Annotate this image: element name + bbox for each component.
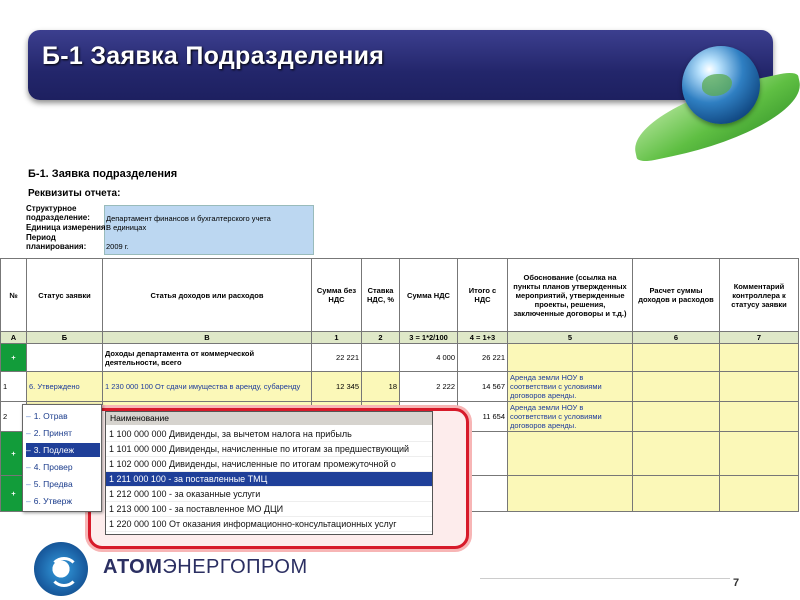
globe-icon <box>682 46 760 124</box>
req-value-unit[interactable]: Департамент финансов и бухгалтерского учета <box>106 214 271 223</box>
comment-cell[interactable] <box>720 402 799 432</box>
index-cell: 7 <box>720 332 799 344</box>
index-row <box>1 332 799 344</box>
status-cell[interactable] <box>27 344 103 372</box>
comment-cell[interactable] <box>720 344 799 372</box>
status-option[interactable] <box>26 494 100 508</box>
index-cell: 4 = 1+3 <box>458 332 508 344</box>
article-option[interactable]: 1 102 000 000 Дивиденды, начисленные по итогам промежуточной о <box>106 457 432 472</box>
reason-cell[interactable] <box>508 344 633 372</box>
status-option-label: 6. Утверж <box>33 496 73 506</box>
article-cell[interactable]: 1 230 000 100 От сдачи имущества в аренду, субаренду <box>103 372 312 402</box>
req-label-period-2: планирования: <box>26 242 87 251</box>
index-cell: Б <box>27 332 103 344</box>
status-option-label: 1. Отрав <box>33 411 68 421</box>
page-number: 7 <box>733 577 740 589</box>
status-cell[interactable]: 6. Утверждено <box>27 372 103 402</box>
header-sum: Сумма без НДС <box>312 259 362 332</box>
table-row <box>1 344 799 372</box>
total-cell[interactable]: 26 221 <box>458 344 508 372</box>
reason-cell[interactable] <box>508 476 633 512</box>
header-calc: Расчет суммы доходов и расходов <box>633 259 720 332</box>
index-cell: В <box>103 332 312 344</box>
status-option[interactable] <box>26 409 100 423</box>
calc-cell[interactable] <box>633 372 720 402</box>
comment-cell[interactable] <box>720 432 799 476</box>
rate-cell[interactable] <box>362 344 400 372</box>
atom-logo-icon <box>34 542 88 596</box>
req-value-period[interactable]: 2009 г. <box>106 242 129 251</box>
header-reason: Обоснование (ссылка на пункты планов утвержденных мероприятий, утвержденные проекты, решения, заключенные договоры и т.д.) <box>508 259 633 332</box>
rate-cell[interactable]: 18 <box>362 372 400 402</box>
calc-cell[interactable] <box>633 432 720 476</box>
dash-icon: – <box>26 462 31 472</box>
dash-icon: – <box>26 496 31 506</box>
article-option[interactable]: 1 220 000 100 От оказания информационно-консультационных услуг <box>106 517 432 532</box>
article-option[interactable]: 1 100 000 000 Дивиденды, за вычетом налога на прибыль <box>106 427 432 442</box>
article-option[interactable]: 1 213 000 100 - за поставленное МО ДЦИ <box>106 502 432 517</box>
status-option-selected[interactable] <box>26 443 100 457</box>
sheet-title: Б-1. Заявка подразделения <box>28 168 178 180</box>
dash-icon: – <box>26 479 31 489</box>
article-picker-list[interactable] <box>105 411 433 535</box>
article-option-selected[interactable]: 1 211 000 100 - за поставленные ТМЦ <box>106 472 432 487</box>
index-cell: 2 <box>362 332 400 344</box>
reason-cell[interactable]: Аренда земли НОУ в соответствии с условиями договоров аренды. <box>508 372 633 402</box>
requisites-label: Реквизиты отчета: <box>28 188 121 199</box>
sum-cell[interactable]: 22 221 <box>312 344 362 372</box>
req-label-unit-1: Структурное <box>26 204 77 213</box>
expand-button[interactable]: + <box>1 344 27 372</box>
status-option-label: 2. Принят <box>33 428 72 438</box>
row-num-cell: 2 <box>1 402 27 432</box>
header-comment: Комментарий контроллера к статусу заявки <box>720 259 799 332</box>
header-rate: Ставка НДС, % <box>362 259 400 332</box>
divider <box>480 578 730 579</box>
header-num: № <box>1 259 27 332</box>
status-option-label: 4. Провер <box>33 462 73 472</box>
index-cell: 3 = 1*2/100 <box>400 332 458 344</box>
article-list-header: Наименование <box>106 412 432 425</box>
header-article: Статья доходов или расходов <box>103 259 312 332</box>
sum-cell[interactable]: 12 345 <box>312 372 362 402</box>
status-option[interactable] <box>26 460 100 474</box>
req-value-measure[interactable]: В единицах <box>106 223 147 232</box>
dash-icon: – <box>26 411 31 421</box>
slide-title: Б-1 Заявка Подразделения <box>42 42 385 70</box>
status-dropdown[interactable] <box>22 404 102 512</box>
index-cell: 6 <box>633 332 720 344</box>
status-option-label: 5. Предва <box>33 479 73 489</box>
row-num-cell: 1 <box>1 372 27 402</box>
company-logo-text <box>103 556 308 579</box>
index-cell: 1 <box>312 332 362 344</box>
logo-bold-part: АТОМ <box>103 556 163 578</box>
calc-cell[interactable] <box>633 476 720 512</box>
req-label-period-1: Период <box>26 233 56 242</box>
status-option[interactable] <box>26 426 100 440</box>
dash-icon: – <box>26 428 31 438</box>
reason-cell[interactable] <box>508 432 633 476</box>
comment-cell[interactable] <box>720 372 799 402</box>
header-total: Итого с НДС <box>458 259 508 332</box>
vat-cell[interactable]: 2 222 <box>400 372 458 402</box>
req-label-unit-2: подразделение: <box>26 213 90 222</box>
calc-cell[interactable] <box>633 402 720 432</box>
article-cell[interactable]: Доходы департамента от коммерческой деятельности, всего <box>103 344 312 372</box>
expand-button[interactable]: + <box>1 432 27 476</box>
vat-cell[interactable]: 4 000 <box>400 344 458 372</box>
total-cell[interactable]: 14 567 <box>458 372 508 402</box>
req-label-measure: Единица измерения: <box>26 223 109 232</box>
index-cell: 5 <box>508 332 633 344</box>
logo-rest-part: ЭНЕРГОПРОМ <box>162 556 308 578</box>
article-option[interactable]: 1 101 000 000 Дивиденды, начисленные по итогам за предшествующий <box>106 442 432 457</box>
reason-cell[interactable]: Аренда земли НОУ в соответствии с условиями договоров аренды. <box>508 402 633 432</box>
index-cell: А <box>1 332 27 344</box>
calc-cell[interactable] <box>633 344 720 372</box>
article-option[interactable]: 1 212 000 100 - за оказанные услуги <box>106 487 432 502</box>
status-option-label: 3. Подлеж <box>33 445 75 455</box>
table-row <box>1 372 799 402</box>
comment-cell[interactable] <box>720 476 799 512</box>
header-status: Статус заявки <box>27 259 103 332</box>
dash-icon: – <box>26 445 31 455</box>
expand-button[interactable]: + <box>1 476 27 512</box>
status-option[interactable] <box>26 477 100 491</box>
table-header-row <box>1 259 799 332</box>
total-cell[interactable]: 11 654 <box>458 402 508 432</box>
header-vat: Сумма НДС <box>400 259 458 332</box>
